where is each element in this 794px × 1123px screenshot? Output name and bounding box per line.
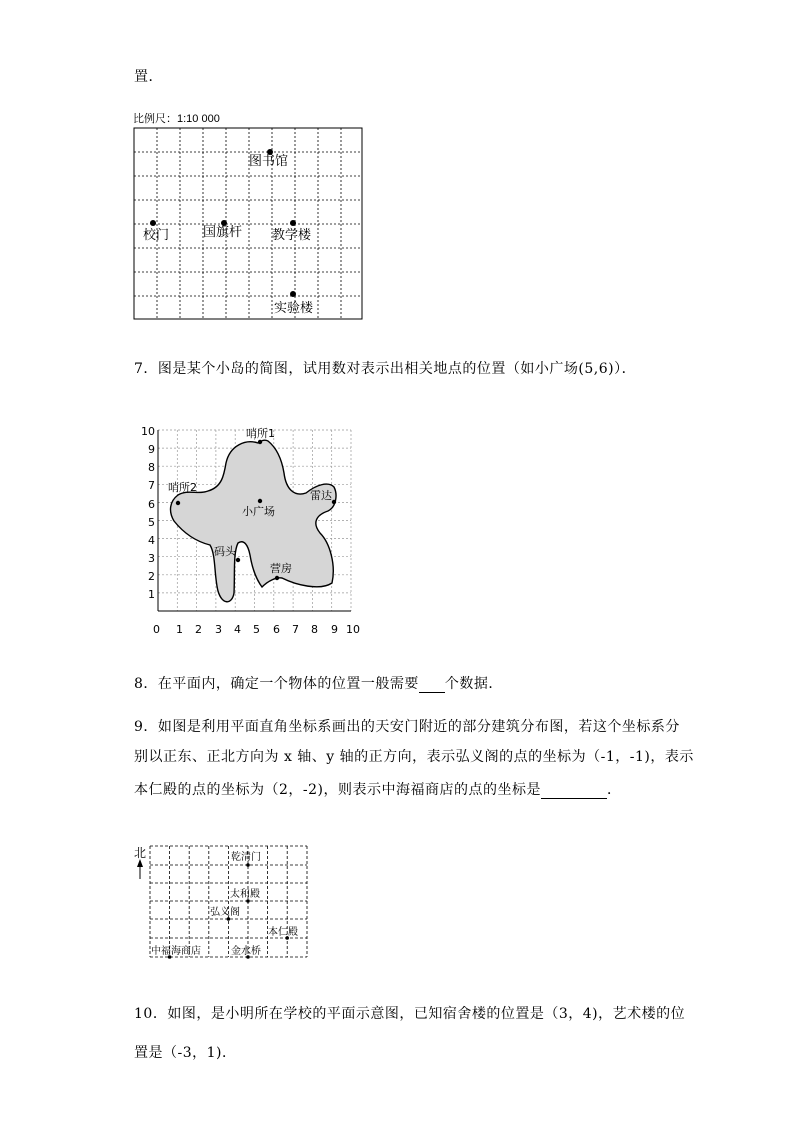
x-tick: 0 xyxy=(153,623,160,636)
q9-line3 xyxy=(134,779,622,799)
y-tick: 4 xyxy=(148,534,155,547)
q7-text-main: 7．图是某个小岛的简图，试用数对表示出相关地点的位置（如小广场 xyxy=(134,361,579,377)
q8-after: 个数据． xyxy=(444,676,503,692)
q9-line3-after: ． xyxy=(607,782,622,798)
taihe-label: 太和殿 xyxy=(230,889,260,900)
plaza-point xyxy=(258,499,262,503)
x-tick: 4 xyxy=(234,623,241,636)
teaching-label: 教学楼 xyxy=(272,228,312,243)
camp-label: 营房 xyxy=(270,562,292,575)
dock-label: 码头 xyxy=(214,545,236,558)
text-continuation: 置． xyxy=(134,69,163,85)
post1-point xyxy=(258,440,262,444)
school-map-figure xyxy=(134,128,364,322)
north-label: 北 xyxy=(134,846,147,860)
y-tick: 5 xyxy=(148,516,155,529)
post2-point xyxy=(176,501,180,505)
q9-line3-before: 本仁殿的点的坐标为（2，-2)，则表示中海福商店的点的坐标是 xyxy=(134,782,542,798)
lab-point xyxy=(290,291,296,297)
y-ticks xyxy=(141,425,155,601)
lab-label: 实验楼 xyxy=(274,301,314,316)
x-tick: 9 xyxy=(331,623,338,636)
island-figure xyxy=(138,415,368,640)
q9-line2: 别以正东、正北方向为 x 轴、y 轴的正方向，表示弘义阁的点的坐标为（-1，-1)，表示 xyxy=(134,749,694,765)
radar-label: 雷达 xyxy=(310,489,332,502)
x-tick: 3 xyxy=(215,623,222,636)
gate-label: 校门 xyxy=(143,228,170,243)
x-tick: 2 xyxy=(195,623,202,636)
teaching-point xyxy=(290,220,296,226)
q10-line1: 10．如图，是小明所在学校的平面示意图，已知宿舍楼的位置是（3，4)，艺术楼的位 xyxy=(134,1006,686,1022)
north-arrow xyxy=(137,859,143,879)
q7-text-end: ）． xyxy=(614,361,637,377)
q9-line1: 9．如图是利用平面直角坐标系画出的天安门附近的部分建筑分布图，若这个坐标系分 xyxy=(134,719,680,735)
x-tick: 1 xyxy=(176,623,183,636)
library-label: 图书馆 xyxy=(249,154,289,169)
dock-point xyxy=(236,558,240,562)
scale-label: 比例尺：1:10 000 xyxy=(133,113,220,125)
y-tick: 1 xyxy=(148,588,155,601)
y-tick: 7 xyxy=(148,479,155,492)
flagpole-label: 国旗杆 xyxy=(203,225,243,240)
x-ticks xyxy=(153,623,360,636)
q8-before: 8．在平面内，确定一个物体的位置一般需要 xyxy=(134,676,419,692)
y-tick: 2 xyxy=(148,570,155,583)
post2-label: 哨所2 xyxy=(168,481,197,494)
tiananmen-map-figure xyxy=(132,843,312,965)
qianqing-label: 乾清门 xyxy=(231,852,261,863)
y-tick: 8 xyxy=(148,461,155,474)
x-tick: 8 xyxy=(311,623,318,636)
q9-answer-blank[interactable] xyxy=(541,782,607,799)
post1-label: 哨所1 xyxy=(246,427,275,440)
x-tick: 10 xyxy=(346,623,360,636)
q10-line2: 置是（-3，1)． xyxy=(134,1045,237,1061)
benren-label: 本仁殿 xyxy=(268,927,298,938)
q8-text xyxy=(134,673,503,693)
hongyi-label: 弘义阁 xyxy=(210,907,240,918)
x-tick: 6 xyxy=(273,623,280,636)
q7-text xyxy=(134,358,636,378)
y-tick: 9 xyxy=(148,443,155,456)
y-tick: 6 xyxy=(148,498,155,511)
gate-point xyxy=(150,220,156,226)
x-tick: 5 xyxy=(253,623,260,636)
radar-point xyxy=(332,500,336,504)
plaza-label: 小广场 xyxy=(242,505,275,518)
camp-point xyxy=(275,576,279,580)
y-tick: 10 xyxy=(141,425,155,438)
y-tick: 3 xyxy=(148,552,155,565)
island-shape xyxy=(171,440,336,602)
q7-example-pair: (5,6) xyxy=(578,361,615,377)
zhonghai-label: 中福海商店 xyxy=(151,946,201,957)
x-tick: 7 xyxy=(292,623,299,636)
q8-answer-blank[interactable] xyxy=(419,676,445,693)
qianqing-point xyxy=(246,863,250,867)
jinshui-label: 金水桥 xyxy=(231,946,261,957)
